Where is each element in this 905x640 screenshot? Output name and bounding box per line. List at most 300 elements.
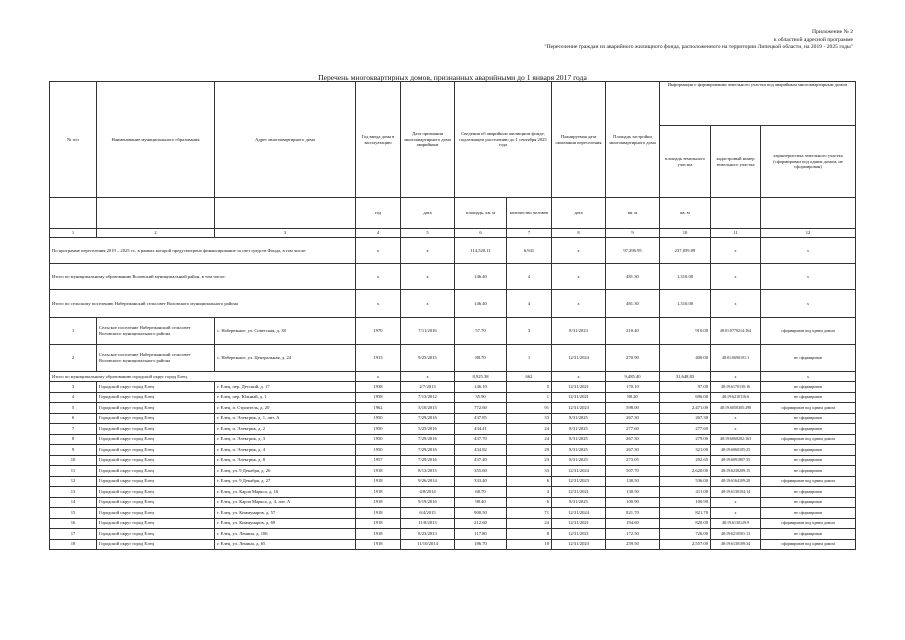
row-date-recognized: 9/25/2015 xyxy=(401,345,455,372)
row-address: г. Елец, ул. Коммунаров, д. 69 xyxy=(215,518,356,529)
col-number: 4 xyxy=(356,229,401,238)
row-land-area: 292.65 xyxy=(660,455,711,466)
summary-date: х xyxy=(401,372,455,382)
col-number: 6 xyxy=(455,229,507,238)
row-address: г. Елец, пер. Детский, д. 17 xyxy=(215,382,356,393)
row-number: 6 xyxy=(50,413,97,424)
table-row xyxy=(50,392,856,403)
row-area: 212.60 xyxy=(455,518,507,529)
row-municipality: Городской округ город Елец xyxy=(97,424,215,435)
summary-land-area: 1,310.00 xyxy=(660,290,711,318)
row-year: 1918 xyxy=(356,508,401,519)
table-row xyxy=(50,476,856,487)
row-building-area: 138.50 xyxy=(606,476,660,487)
row-number: 5 xyxy=(50,403,97,414)
row-date-recognized: 2/7/2013 xyxy=(401,382,455,393)
row-cadastral: 48:19:6130109:34 xyxy=(711,539,761,550)
summary-cadastral: х xyxy=(711,264,761,290)
row-cadastral: х xyxy=(711,413,761,424)
row-cadastral: 48:19:6050305:298 xyxy=(711,403,761,414)
summary-planned: х xyxy=(552,290,606,318)
row-address: г. Елец, п. Электрик, д. 8 xyxy=(215,455,356,466)
header-municipality: Наименование муниципального образования xyxy=(97,82,215,198)
summary-cadastral: х xyxy=(711,372,761,382)
row-municipality: Городской округ город Елец xyxy=(97,487,215,498)
row-planned-date: 8/31/2025 xyxy=(552,455,606,466)
row-cadastral: х xyxy=(711,424,761,435)
row-area: 117.80 xyxy=(455,529,507,540)
row-date-recognized: 9/26/2014 xyxy=(401,476,455,487)
row-municipality: Сельское поселение Набережанский сельсовет Воловского муниципального района xyxy=(97,345,215,372)
row-address: г. Елец, п. Электрик, д. 4 xyxy=(215,445,356,456)
row-cadastral: х xyxy=(711,497,761,508)
row-land-area: 821.70 xyxy=(660,508,711,519)
row-land-area: 910.00 xyxy=(660,318,711,345)
row-land-area: 820.00 xyxy=(660,518,711,529)
row-land-characteristic: сформирован под одним домом xyxy=(761,318,856,345)
row-municipality: Сельское поселение Набережанский сельсовет Воловского муниципального района xyxy=(97,318,215,345)
row-planned-date: 8/31/2025 xyxy=(552,445,606,456)
appendix-program: к областной адресной программе xyxy=(773,36,853,43)
row-people: 1 xyxy=(507,392,552,403)
row-land-area: 400.00 xyxy=(660,345,711,372)
row-planned-date: 12/31/2024 xyxy=(552,508,606,519)
header-building-area: Площадь застройки многоквартирного дома xyxy=(606,82,660,198)
row-municipality: Городской округ город Елец xyxy=(97,518,215,529)
summary-land-area: 1,310.00 xyxy=(660,264,711,290)
table-row xyxy=(50,529,856,540)
appendix-number: Приложение № 2 xyxy=(812,29,853,35)
row-address: с. Набережное, ул. Центральная, д. 24 xyxy=(215,345,356,372)
row-cadastral: 48:19:6130104:14 xyxy=(711,487,761,498)
row-address: г. Елец, п. Электрик, д. 3 xyxy=(215,434,356,445)
row-year: 1950 xyxy=(356,434,401,445)
table-row xyxy=(50,424,856,435)
table-row xyxy=(50,345,856,372)
row-people: 3 xyxy=(507,318,552,345)
row-area: 900.50 xyxy=(455,508,507,519)
row-land-area: 2,471.00 xyxy=(660,403,711,414)
row-people: 6 xyxy=(507,497,552,508)
row-year: 1950 xyxy=(356,413,401,424)
row-planned-date: 12/31/2021 xyxy=(552,382,606,393)
summary-row xyxy=(50,264,856,290)
summary-label: Итого по муниципальному образованию городской округ город Елец xyxy=(50,372,356,382)
table-row xyxy=(50,434,856,445)
row-planned-date: 8/31/2025 xyxy=(552,497,606,508)
row-year: 1913 xyxy=(356,345,401,372)
row-area: 186.70 xyxy=(455,539,507,550)
row-cadastral: 48:19:6210116:6 xyxy=(711,392,761,403)
summary-area: 8,925.38 xyxy=(455,372,507,382)
table-row xyxy=(50,508,856,519)
row-address: г. Елец, ул. Карла Маркса, д. 4, лит. А xyxy=(215,497,356,508)
row-people: 71 xyxy=(507,508,552,519)
summary-people: 4 xyxy=(507,264,552,290)
summary-date: х xyxy=(401,264,455,290)
summary-label: Итого по муниципальному образованию Воловский муниципальный район, в том числе: xyxy=(50,264,356,290)
row-year: 1918 xyxy=(356,466,401,477)
row-area: 355.60 xyxy=(455,466,507,477)
header-num: № п/п xyxy=(50,82,97,198)
row-municipality: Городской округ город Елец xyxy=(97,497,215,508)
row-number: 3 xyxy=(50,382,97,393)
table-row xyxy=(50,403,856,414)
row-area: 772.60 xyxy=(455,403,507,414)
table-row xyxy=(50,487,856,498)
header-year: Год ввода дома в эксплуатацию xyxy=(356,82,401,198)
row-planned-date: 12/31/2023 xyxy=(552,476,606,487)
row-address: г. Елец, ул. Ленина, д. 106 xyxy=(215,529,356,540)
summary-building-area: 481.30 xyxy=(606,264,660,290)
row-land-characteristic: не сформирован xyxy=(761,445,856,456)
col-number: 11 xyxy=(711,229,761,238)
row-number: 4 xyxy=(50,392,97,403)
summary-year: х xyxy=(356,238,401,264)
row-people: 91 xyxy=(507,403,552,414)
row-planned-date: 12/31/2021 xyxy=(552,392,606,403)
summary-area: 114,520.11 xyxy=(455,238,507,264)
row-land-area: 277.60 xyxy=(660,424,711,435)
row-date-recognized: 7/29/2016 xyxy=(401,434,455,445)
appendix-header xyxy=(544,29,853,52)
row-area: 333.40 xyxy=(455,476,507,487)
row-cadastral: 48:19:6130129:9 xyxy=(711,518,761,529)
table-row xyxy=(50,455,856,466)
row-land-area: 100.90 xyxy=(660,497,711,508)
row-land-characteristic: сформирован под одним домом xyxy=(761,403,856,414)
row-area: 434.82 xyxy=(455,445,507,456)
row-municipality: Городской округ город Елец xyxy=(97,455,215,466)
row-number: 14 xyxy=(50,497,97,508)
row-year: 1918 xyxy=(356,518,401,529)
row-year: 1918 xyxy=(356,476,401,487)
row-planned-date: 12/31/2024 xyxy=(552,466,606,477)
row-address: г. Елец, пер. Южный, д. 1 xyxy=(215,392,356,403)
row-year: 1918 xyxy=(356,497,401,508)
summary-date: х xyxy=(401,290,455,318)
row-building-area: 267.30 xyxy=(606,434,660,445)
row-number: 2 xyxy=(50,345,97,372)
col-number: 12 xyxy=(761,229,856,238)
row-people: 33 xyxy=(507,413,552,424)
row-address: г. Елец, ул. Карла Маркса, д. 16 xyxy=(215,487,356,498)
row-cadastral: 48:19:6230209:15 xyxy=(711,466,761,477)
row-people: 23 xyxy=(507,455,552,466)
summary-building-area: 481.30 xyxy=(606,290,660,318)
header-land-plot: Информация о формировании земельного участка под аварийным многоквартирным домом xyxy=(660,82,856,126)
row-planned-date: 12/31/2023 xyxy=(552,539,606,550)
row-year: 1950 xyxy=(356,424,401,435)
row-year: 1938 xyxy=(356,382,401,393)
col-number: 1 xyxy=(50,229,97,238)
row-people: 4 xyxy=(507,487,552,498)
row-building-area: 172.50 xyxy=(606,529,660,540)
row-number: 13 xyxy=(50,487,97,498)
summary-land-characteristic: х xyxy=(761,264,856,290)
row-people: 6 xyxy=(507,476,552,487)
row-land-characteristic: не сформирован xyxy=(761,424,856,435)
col-number: 5 xyxy=(401,229,455,238)
row-number: 1 xyxy=(50,318,97,345)
row-address: г. Елец, п. Электрик, д. 1, лит. А xyxy=(215,413,356,424)
summary-area: 146.40 xyxy=(455,290,507,318)
row-area: 437.85 xyxy=(455,413,507,424)
summary-land-characteristic: х xyxy=(761,238,856,264)
row-number: 11 xyxy=(50,466,97,477)
row-land-area: 2,557.00 xyxy=(660,539,711,550)
row-building-area: 267.30 xyxy=(606,445,660,456)
row-date-recognized: 8/23/2013 xyxy=(401,529,455,540)
row-land-characteristic: не сформирован xyxy=(761,382,856,393)
col-number: 7 xyxy=(507,229,552,238)
row-year: 1918 xyxy=(356,487,401,498)
header-address: Адрес многоквартирного дома xyxy=(215,82,356,198)
row-date-recognized: 6/4/2015 xyxy=(401,508,455,519)
row-area: 35.90 xyxy=(455,392,507,403)
row-number: 18 xyxy=(50,539,97,550)
col-number: 3 xyxy=(215,229,356,238)
row-planned-date: 8/31/2025 xyxy=(552,434,606,445)
row-land-characteristic: не сформирован xyxy=(761,413,856,424)
row-cadastral: 48:19:6164109:20 xyxy=(711,476,761,487)
unit-land-area: кв. м xyxy=(660,198,711,229)
header-cadastral: кадастровый номер земельного участка xyxy=(711,126,761,198)
row-land-characteristic: не сформирован xyxy=(761,345,856,372)
row-date-recognized: 9/19/2016 xyxy=(401,497,455,508)
row-address: г. Елец, п. Строитель, д. 20 xyxy=(215,403,356,414)
row-date-recognized: 4/8/2014 xyxy=(401,487,455,498)
row-municipality: Городской округ город Елец xyxy=(97,392,215,403)
table-row xyxy=(50,413,856,424)
row-municipality: Городской округ город Елец xyxy=(97,413,215,424)
row-area: 98.40 xyxy=(455,497,507,508)
summary-people: 6,941 xyxy=(507,238,552,264)
header-planned-date: Планируемая дата окончания переселения xyxy=(552,82,606,198)
row-date-recognized: 3/10/2015 xyxy=(401,403,455,414)
table-row xyxy=(50,382,856,393)
row-area: 88.70 xyxy=(455,345,507,372)
row-date-recognized: 7/29/2016 xyxy=(401,413,455,424)
summary-land-characteristic: х xyxy=(761,290,856,318)
row-land-characteristic: не сформирован xyxy=(761,455,856,466)
summary-label: Итого по сельскому поселению Набережанский сельсовет Воловского муниципального района xyxy=(50,290,356,318)
row-date-recognized: 7/11/2016 xyxy=(401,318,455,345)
row-building-area: 130.50 xyxy=(606,487,660,498)
table-row xyxy=(50,318,856,345)
row-building-area: 270.90 xyxy=(606,345,660,372)
row-land-characteristic: сформирован под одним домом xyxy=(761,434,856,445)
row-people: 24 xyxy=(507,518,552,529)
row-people: 5 xyxy=(507,382,552,393)
summary-date: х xyxy=(401,238,455,264)
row-year: 1957 xyxy=(356,455,401,466)
row-land-area: 696.00 xyxy=(660,392,711,403)
row-building-area: 267.30 xyxy=(606,413,660,424)
row-municipality: Городской округ город Елец xyxy=(97,382,215,393)
summary-building-area: 9,485.40 xyxy=(606,372,660,382)
row-land-area: 536.00 xyxy=(660,476,711,487)
row-area: 68.70 xyxy=(455,487,507,498)
row-date-recognized: 8/13/2015 xyxy=(401,466,455,477)
summary-year: х xyxy=(356,264,401,290)
row-land-characteristic: не сформирован xyxy=(761,508,856,519)
summary-year: х xyxy=(356,290,401,318)
row-land-characteristic: не сформирован xyxy=(761,529,856,540)
table-row xyxy=(50,497,856,508)
row-people: 33 xyxy=(507,466,552,477)
row-building-area: 598.00 xyxy=(606,403,660,414)
row-number: 7 xyxy=(50,424,97,435)
row-land-characteristic: не сформирован xyxy=(761,487,856,498)
row-land-characteristic: не сформирован xyxy=(761,392,856,403)
row-people: 1 xyxy=(507,345,552,372)
row-building-area: 170.10 xyxy=(606,382,660,393)
row-area: 146.10 xyxy=(455,382,507,393)
summary-cadastral: х xyxy=(711,238,761,264)
summary-people: 662 xyxy=(507,372,552,382)
row-people: 8 xyxy=(507,529,552,540)
row-land-characteristic: сформирован под одним домом xyxy=(761,539,856,550)
row-land-area: 411.00 xyxy=(660,487,711,498)
row-cadastral: 48:01:0690101:1 xyxy=(711,345,761,372)
row-number: 8 xyxy=(50,434,97,445)
row-planned-date: 12/31/2023 xyxy=(552,403,606,414)
row-number: 10 xyxy=(50,455,97,466)
row-year: 1918 xyxy=(356,529,401,540)
summary-land-area: 237,059.09 xyxy=(660,238,711,264)
row-municipality: Городской округ город Елец xyxy=(97,434,215,445)
col-number: 8 xyxy=(552,229,606,238)
table-row xyxy=(50,445,856,456)
row-cadastral: 48:19:6060202:163 xyxy=(711,434,761,445)
row-date-recognized: 7/29/2016 xyxy=(401,455,455,466)
row-planned-date: 12/31/2021 xyxy=(552,487,606,498)
row-address: г. Елец, ул. Коммунаров, д. 57 xyxy=(215,508,356,519)
row-number: 16 xyxy=(50,518,97,529)
row-municipality: Городской округ город Елец xyxy=(97,466,215,477)
unit-date: дата xyxy=(401,198,455,229)
row-address: г. Елец, ул. Ленина, д. 65 xyxy=(215,539,356,550)
row-area: 434.41 xyxy=(455,424,507,435)
row-land-area: 267.30 xyxy=(660,413,711,424)
row-municipality: Городской округ город Елец xyxy=(97,508,215,519)
row-area: 437.40 xyxy=(455,455,507,466)
row-building-area: 194.60 xyxy=(606,518,660,529)
row-date-recognized: 5/25/2016 xyxy=(401,424,455,435)
row-area: 57.70 xyxy=(455,318,507,345)
row-date-recognized: 11/10/2014 xyxy=(401,539,455,550)
row-address: г. Елец, п. Электрик, д. 2 xyxy=(215,424,356,435)
summary-planned: х xyxy=(552,264,606,290)
row-land-area: 2,620.00 xyxy=(660,466,711,477)
row-land-characteristic: не сформирован xyxy=(761,497,856,508)
unit-people: количество человек xyxy=(507,198,552,229)
summary-land-area: 31,648.83 xyxy=(660,372,711,382)
row-building-area: 277.60 xyxy=(606,424,660,435)
row-land-area: 279.00 xyxy=(660,434,711,445)
summary-row xyxy=(50,238,856,264)
summary-land-characteristic: х xyxy=(761,372,856,382)
unit-year: год xyxy=(356,198,401,229)
row-planned-date: 8/31/2025 xyxy=(552,424,606,435)
row-area: 437.70 xyxy=(455,434,507,445)
row-cadastral: 48:01:0770214:164 xyxy=(711,318,761,345)
row-date-recognized: 7/29/2016 xyxy=(401,445,455,456)
row-number: 17 xyxy=(50,529,97,540)
row-people: 10 xyxy=(507,539,552,550)
row-land-characteristic: сформирован под одним домом xyxy=(761,518,856,529)
row-number: 9 xyxy=(50,445,97,456)
table-row xyxy=(50,518,856,529)
row-land-characteristic: не сформирован xyxy=(761,466,856,477)
table-row xyxy=(50,466,856,477)
summary-row xyxy=(50,290,856,318)
header-land-area: площадь земельного участка xyxy=(660,126,711,198)
appendix-program-name: "Переселение граждан из аварийного жилищного фонда, расположенного на территории Липецкой области, на 2019 - 2025 годы" xyxy=(544,44,853,51)
summary-label: По программе переселения 2019 – 2025 гг., в рамках которой предусмотрено финансирование за счет средств Фонда, в том числе: xyxy=(50,238,356,264)
row-address: с. Набережное, ул. Советская, д. 38 xyxy=(215,318,356,345)
row-date-recognized: 11/8/2013 xyxy=(401,518,455,529)
row-land-area: 726.00 xyxy=(660,529,711,540)
row-building-area: 100.90 xyxy=(606,497,660,508)
row-year: 1958 xyxy=(356,392,401,403)
table-row xyxy=(50,539,856,550)
row-year: 1918 xyxy=(356,539,401,550)
row-people: 29 xyxy=(507,445,552,456)
row-address: г. Елец, ул. 9 Декабря, д. 27 xyxy=(215,476,356,487)
row-planned-date: 12/31/2024 xyxy=(552,345,606,372)
row-address: г. Елец, ул. 9 Декабря, д. 26 xyxy=(215,466,356,477)
row-municipality: Городской округ город Елец xyxy=(97,529,215,540)
row-building-area: 259.50 xyxy=(606,539,660,550)
row-people: 24 xyxy=(507,434,552,445)
row-building-area: 273.05 xyxy=(606,455,660,466)
col-number: 9 xyxy=(606,229,660,238)
row-year: 1970 xyxy=(356,318,401,345)
row-people: 24 xyxy=(507,424,552,435)
col-number: 10 xyxy=(660,229,711,238)
summary-building-area: 97,296.95 xyxy=(606,238,660,264)
summary-cadastral: х xyxy=(711,290,761,318)
summary-people: 4 xyxy=(507,290,552,318)
row-municipality: Городской округ город Елец xyxy=(97,445,215,456)
summary-planned: х xyxy=(552,372,606,382)
document-title: Перечень многоквартирных домов, признанных аварийными до 1 января 2017 года xyxy=(318,73,587,82)
row-land-characteristic: сформирован под одним домом xyxy=(761,476,856,487)
row-land-area: 321.00 xyxy=(660,445,711,456)
row-date-recognized: 7/13/2012 xyxy=(401,392,455,403)
row-building-area: 507.70 xyxy=(606,466,660,477)
row-land-area: 97.00 xyxy=(660,382,711,393)
summary-row xyxy=(50,372,856,382)
row-municipality: Городской округ город Елец xyxy=(97,539,215,550)
row-municipality: Городской округ город Елец xyxy=(97,403,215,414)
row-cadastral: 48:19:6091807:35 xyxy=(711,455,761,466)
row-building-area: 210.40 xyxy=(606,318,660,345)
summary-year: х xyxy=(356,372,401,382)
header-date-recognized: Дата признания многоквартирного дома аварийным xyxy=(401,82,455,198)
row-planned-date: 12/31/2021 xyxy=(552,529,606,540)
row-municipality: Городской округ город Елец xyxy=(97,476,215,487)
summary-planned: х xyxy=(552,238,606,264)
summary-area: 146.40 xyxy=(455,264,507,290)
row-planned-date: 12/31/2021 xyxy=(552,518,606,529)
col-number: 2 xyxy=(97,229,215,238)
row-building-area: 821.70 xyxy=(606,508,660,519)
row-cadastral: х xyxy=(711,508,761,519)
row-number: 15 xyxy=(50,508,97,519)
